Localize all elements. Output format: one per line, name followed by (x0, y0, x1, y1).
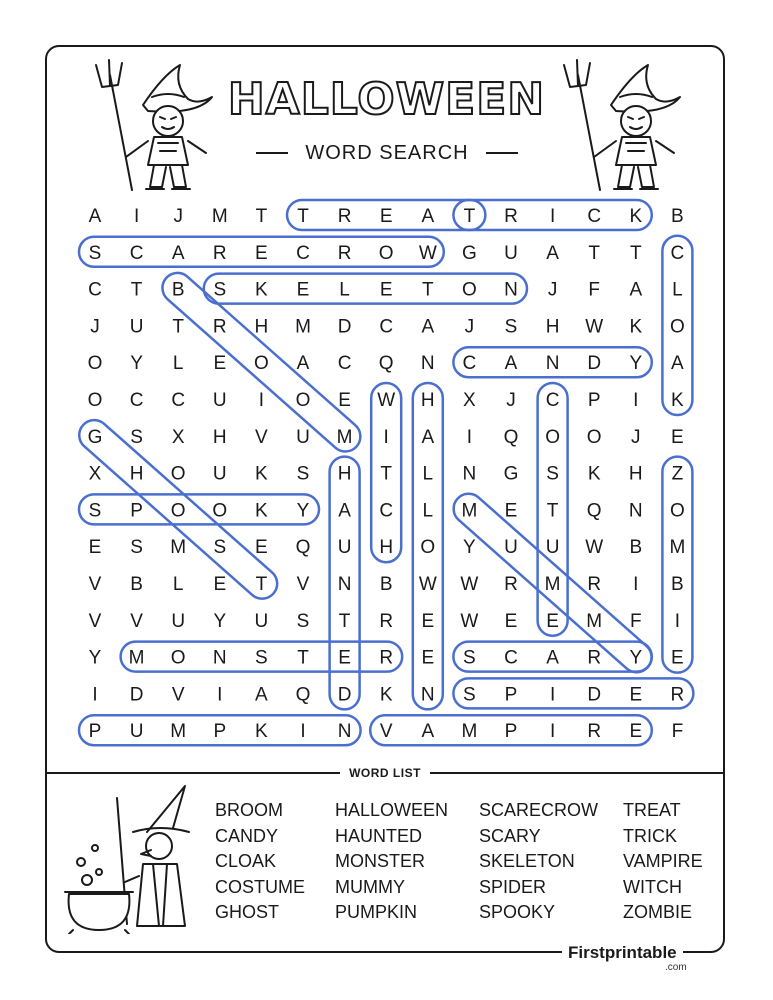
word-list-item: TREAT (623, 800, 681, 820)
grid-letter[interactable]: V (296, 574, 310, 595)
grid-letter[interactable]: R (212, 316, 227, 338)
grid-letter[interactable]: Y (629, 647, 643, 669)
grid-letter[interactable]: I (258, 390, 265, 411)
grid-letter[interactable]: M (170, 537, 187, 559)
grid-letter[interactable]: B (171, 279, 185, 301)
grid-letter[interactable]: L (422, 500, 434, 522)
grid-letter[interactable]: S (463, 684, 476, 706)
grid-letter[interactable]: U (171, 610, 186, 632)
grid-letter[interactable]: E (421, 610, 435, 632)
found-word-highlight (204, 274, 527, 304)
grid-letter[interactable]: E (88, 537, 102, 559)
grid-letter[interactable]: E (379, 279, 393, 301)
grid-letter[interactable]: K (587, 463, 601, 485)
grid-letter[interactable]: S (213, 537, 227, 559)
grid-letter[interactable]: B (130, 574, 143, 595)
grid-letter[interactable]: K (255, 279, 268, 301)
grid-letter[interactable]: I (549, 684, 556, 706)
grid-letter[interactable]: I (549, 206, 556, 227)
grid-letter[interactable]: A (546, 242, 559, 264)
grid-letter[interactable]: M (211, 206, 228, 227)
word-list-item: BROOM (215, 800, 284, 820)
grid-letter[interactable]: M (544, 574, 561, 595)
grid-letter[interactable]: E (504, 500, 518, 522)
grid-letter[interactable]: M (128, 647, 145, 669)
grid-letter[interactable]: P (504, 721, 518, 743)
grid-letter[interactable]: S (130, 426, 143, 448)
grid-letter[interactable]: N (420, 684, 435, 706)
grid-letter[interactable]: V (255, 426, 268, 448)
word-list-item: CANDY (215, 825, 279, 846)
grid-letter[interactable]: T (588, 242, 601, 264)
grid-letter[interactable]: R (379, 647, 394, 669)
grid-letter[interactable]: R (670, 684, 685, 706)
grid-letter[interactable]: Q (378, 353, 394, 375)
grid-letter[interactable]: N (504, 279, 518, 301)
grid-letter[interactable]: C (88, 279, 102, 301)
word-list-item: SCARY (479, 825, 541, 846)
grid-letter[interactable]: E (296, 279, 310, 301)
grid-letter[interactable]: E (421, 647, 435, 669)
grid-letter[interactable]: T (130, 279, 143, 301)
grid-letter[interactable]: A (88, 206, 102, 227)
grid-letter[interactable]: E (379, 206, 393, 227)
grid-letter[interactable]: T (338, 610, 351, 632)
word-list-item: COSTUME (215, 876, 305, 897)
word-list-item: SPIDER (479, 876, 547, 897)
grid-letter[interactable]: O (87, 390, 103, 411)
grid-letter[interactable]: I (633, 574, 639, 595)
found-word-highlight (453, 678, 693, 708)
grid-letter[interactable]: R (504, 206, 518, 227)
grid-letter[interactable]: M (336, 426, 353, 448)
word-list-item: CLOAK (215, 851, 277, 872)
grid-letter[interactable]: Y (213, 610, 227, 632)
grid-letter[interactable]: L (672, 279, 683, 301)
grid-letter[interactable]: C (587, 206, 602, 227)
grid-letter[interactable]: C (129, 242, 144, 264)
grid-letter[interactable]: V (171, 684, 185, 706)
grid-letter[interactable]: V (88, 574, 102, 595)
grid-letter[interactable]: I (549, 721, 556, 743)
grid-letter[interactable]: C (171, 390, 186, 411)
grid-letter[interactable]: E (213, 353, 227, 375)
grid-letter[interactable]: R (337, 242, 352, 264)
grid-letter[interactable]: D (129, 684, 144, 706)
word-list-item: HALLOWEEN (335, 800, 449, 820)
grid-letter[interactable]: O (254, 353, 269, 375)
grid-letter[interactable]: U (337, 537, 352, 559)
found-word-highlight (662, 457, 692, 673)
grid-letter[interactable]: W (460, 574, 479, 595)
grid-letter[interactable]: M (669, 537, 686, 559)
grid-letter[interactable]: A (338, 500, 351, 522)
grid-letter[interactable]: O (545, 426, 560, 448)
grid-letter[interactable]: S (88, 500, 102, 522)
grid-letter[interactable]: S (504, 316, 518, 338)
grid-letter[interactable]: U (296, 426, 310, 448)
grid-letter[interactable]: K (671, 390, 684, 411)
grid-letter[interactable]: S (255, 647, 268, 669)
grid-letter[interactable]: R (504, 574, 518, 595)
grid-letter[interactable]: Q (295, 537, 311, 559)
grid-letter[interactable]: J (506, 390, 516, 411)
grid-letter[interactable]: O (378, 242, 394, 264)
grid-letter[interactable]: A (171, 242, 185, 264)
grid-letter[interactable]: M (586, 610, 603, 632)
grid-letter[interactable]: C (129, 390, 144, 411)
grid-letter[interactable]: D (337, 684, 352, 706)
grid-letter[interactable]: A (421, 316, 435, 338)
grid-letter[interactable]: O (420, 537, 436, 559)
grid-letter[interactable]: T (463, 206, 476, 227)
brand-domain: .com (665, 962, 687, 973)
grid-letter[interactable]: Q (295, 684, 311, 706)
grid-letter[interactable]: T (629, 242, 642, 264)
word-list-item: MUMMY (335, 876, 405, 897)
grid-letter[interactable]: W (418, 574, 437, 595)
grid-letter[interactable]: I (92, 684, 98, 706)
grid-letter[interactable]: O (87, 353, 103, 375)
grid-letter[interactable]: J (547, 279, 558, 301)
grid-letter[interactable]: E (629, 684, 643, 706)
grid-letter[interactable]: Y (130, 353, 143, 375)
grid-letter[interactable]: U (254, 610, 269, 632)
grid-letter[interactable]: I (133, 206, 140, 227)
grid-letter[interactable]: H (379, 537, 394, 559)
grid-letter[interactable]: T (297, 647, 309, 669)
grid-letter[interactable]: E (338, 390, 351, 411)
grid-letter[interactable]: A (629, 279, 643, 301)
grid-letter[interactable]: B (379, 574, 393, 595)
grid-letter[interactable]: H (420, 390, 435, 411)
grid-letter[interactable]: P (88, 721, 102, 743)
brand-name: Firstprintable (562, 943, 683, 963)
grid-letter[interactable]: A (421, 721, 435, 743)
grid-letter[interactable]: X (463, 390, 476, 411)
grid-letter[interactable]: S (546, 463, 559, 485)
grid-letter[interactable]: M (295, 316, 311, 338)
word-list-column (623, 798, 703, 926)
grid-letter[interactable]: K (255, 463, 268, 485)
grid-letter[interactable]: H (545, 316, 560, 338)
grid-letter[interactable]: W (585, 537, 604, 559)
grid-letter[interactable]: N (337, 721, 352, 743)
grid-letter[interactable]: G (503, 463, 519, 485)
word-list-label: WORD LIST (340, 764, 430, 782)
grid-letter[interactable]: N (628, 500, 643, 522)
grid-letter[interactable]: E (504, 610, 518, 632)
grid-letter[interactable]: I (633, 390, 639, 411)
grid-letter[interactable]: R (212, 242, 227, 264)
grid-letter[interactable]: F (629, 610, 642, 632)
grid-letter[interactable]: S (213, 279, 227, 301)
grid-letter[interactable]: Y (629, 353, 643, 375)
grid-letter[interactable]: K (629, 316, 643, 338)
grid-letter[interactable]: E (629, 721, 643, 743)
grid-letter[interactable]: X (171, 426, 185, 448)
grid-letter[interactable]: E (255, 242, 268, 264)
grid-letter[interactable]: S (130, 537, 143, 559)
grid-letter[interactable]: Z (671, 463, 684, 485)
grid-letter[interactable]: P (504, 684, 518, 706)
grid-letter[interactable]: U (504, 242, 518, 264)
witch-with-cauldron-icon (55, 784, 205, 934)
grid-letter[interactable]: B (671, 574, 684, 595)
grid-letter[interactable]: I (300, 721, 306, 743)
grid-letter[interactable]: O (170, 463, 186, 485)
grid-letter[interactable]: M (461, 500, 478, 522)
grid-letter[interactable]: W (418, 242, 437, 264)
grid-letter[interactable]: J (90, 316, 100, 338)
grid-letter[interactable]: U (545, 537, 560, 559)
word-list-column (335, 798, 448, 926)
grid-letter[interactable]: C (379, 500, 394, 522)
word-list (215, 798, 715, 928)
grid-letter[interactable]: O (170, 647, 186, 669)
word-list-item: SCARECROW (479, 800, 599, 820)
grid-letter[interactable]: I (466, 426, 473, 448)
grid-letter[interactable]: A (296, 353, 310, 375)
grid-letter[interactable]: N (462, 463, 477, 485)
grid-letter[interactable]: T (172, 316, 185, 338)
grid-letter[interactable]: E (338, 647, 351, 669)
grid-letter[interactable]: H (129, 463, 144, 485)
grid-letter[interactable]: D (587, 684, 602, 706)
grid-letter[interactable]: S (463, 647, 476, 669)
grid-letter[interactable]: C (504, 647, 518, 669)
grid-letter[interactable]: O (462, 279, 477, 301)
grid-letter[interactable]: K (379, 684, 393, 706)
word-list-item: PUMPKIN (335, 902, 418, 923)
grid-letter[interactable]: N (212, 647, 227, 669)
grid-letter[interactable]: W (585, 316, 604, 338)
grid-letter[interactable]: K (255, 721, 268, 743)
grid-letter[interactable]: C (545, 390, 560, 411)
grid-letter[interactable]: X (88, 463, 102, 485)
grid-letter[interactable]: A (546, 647, 559, 669)
word-list-item: SPOOKY (479, 902, 556, 923)
grid-letter[interactable]: R (587, 721, 602, 743)
grid-letter[interactable]: F (588, 279, 601, 301)
grid-letter[interactable]: S (296, 610, 310, 632)
grid-letter[interactable]: J (631, 426, 641, 448)
word-list-item: VAMPIRE (623, 851, 703, 872)
grid-letter[interactable]: T (380, 463, 393, 485)
grid-letter[interactable]: J (464, 316, 475, 338)
word-list-column (479, 798, 598, 926)
grid-letter[interactable]: R (587, 647, 602, 669)
grid-letter[interactable]: H (212, 426, 227, 448)
grid-letter[interactable]: V (379, 721, 393, 743)
grid-letter[interactable]: E (255, 537, 268, 559)
grid-letter[interactable]: T (297, 206, 309, 227)
grid-letter[interactable]: W (460, 610, 479, 632)
grid-letter[interactable]: J (173, 206, 183, 227)
grid-letter[interactable]: D (337, 316, 352, 338)
grid-letter[interactable]: N (545, 353, 560, 375)
grid-letter[interactable]: C (296, 242, 310, 264)
grid-letter[interactable]: M (461, 721, 478, 743)
grid-letter[interactable]: A (671, 353, 684, 375)
grid-letter[interactable]: P (213, 721, 227, 743)
grid-letter[interactable]: T (255, 574, 268, 595)
grid-letter[interactable]: U (504, 537, 518, 559)
grid-letter[interactable]: C (670, 242, 685, 264)
grid-letter[interactable]: V (88, 610, 102, 632)
grid-letter[interactable]: L (172, 574, 184, 595)
grid-letter[interactable]: E (213, 574, 227, 595)
grid-letter[interactable]: T (546, 500, 559, 522)
grid-letter[interactable]: O (670, 316, 685, 338)
grid-letter[interactable]: C (462, 353, 477, 375)
grid-letter[interactable]: I (674, 610, 681, 632)
grid-letter[interactable]: E (671, 426, 684, 448)
word-list-item: HAUNTED (335, 825, 423, 846)
grid-letter[interactable]: E (546, 610, 559, 632)
grid-letter[interactable]: K (629, 206, 643, 227)
grid-letter[interactable]: B (629, 537, 643, 559)
grid-letter[interactable]: V (130, 610, 143, 632)
grid-letter[interactable]: R (587, 574, 602, 595)
word-list-column (215, 798, 305, 926)
grid-letter[interactable]: L (172, 353, 184, 375)
grid-letter[interactable]: P (587, 390, 601, 411)
grid-letter[interactable]: U (129, 721, 144, 743)
word-list-item: TRICK (623, 825, 677, 846)
grid-letter[interactable]: U (212, 390, 227, 411)
grid-letter[interactable]: H (337, 463, 352, 485)
grid-letter[interactable]: P (130, 500, 143, 522)
grid-letter[interactable]: G (87, 426, 103, 448)
grid-letter[interactable]: Q (503, 426, 519, 448)
word-list-item: WITCH (623, 876, 682, 897)
grid-letter[interactable]: L (339, 279, 350, 301)
page-title: HALLOWEEN (227, 74, 546, 125)
grid-letter[interactable]: K (255, 500, 268, 522)
grid-letter[interactable]: F (671, 721, 684, 743)
grid-letter[interactable]: O (212, 500, 228, 522)
grid-letter[interactable]: A (255, 684, 268, 706)
word-list-item: GHOST (215, 902, 280, 923)
grid-letter[interactable]: C (337, 353, 352, 375)
grid-letter[interactable]: Y (296, 500, 310, 522)
grid-letter[interactable]: Q (586, 500, 602, 522)
grid-letter[interactable]: S (88, 242, 102, 264)
grid-letter[interactable]: O (670, 500, 685, 522)
grid-letter[interactable]: O (295, 390, 311, 411)
grid-letter[interactable]: Y (463, 537, 476, 559)
grid-letter[interactable]: N (420, 353, 435, 375)
grid-letter[interactable]: N (337, 574, 352, 595)
page-subtitle: WORD SEARCH (305, 141, 469, 164)
grid-letter[interactable]: D (587, 353, 602, 375)
grid-letter[interactable]: R (379, 610, 394, 632)
word-list-item: ZOMBIE (623, 902, 693, 923)
grid-letter[interactable]: U (212, 463, 227, 485)
grid-letter[interactable]: L (422, 463, 434, 485)
grid-letter[interactable]: T (255, 206, 268, 227)
word-list-item: SKELETON (479, 851, 575, 872)
grid-letter[interactable]: M (170, 721, 187, 743)
grid-letter[interactable]: A (504, 353, 518, 375)
grid-letter[interactable]: T (421, 279, 434, 301)
grid-letter[interactable]: W (377, 390, 396, 411)
grid-letter[interactable]: S (296, 463, 310, 485)
grid-letter[interactable]: O (586, 426, 602, 448)
grid-letter[interactable]: B (671, 206, 684, 227)
grid-letter[interactable]: A (421, 426, 435, 448)
grid-letter[interactable]: I (383, 426, 389, 448)
grid-letter[interactable]: H (628, 463, 643, 485)
grid-letter[interactable]: U (129, 316, 144, 338)
word-list-item: MONSTER (335, 851, 425, 872)
grid-letter[interactable]: G (462, 242, 477, 264)
grid-letter[interactable]: I (217, 684, 223, 706)
grid-letter[interactable]: E (671, 647, 684, 669)
grid-letter[interactable]: Y (88, 647, 102, 669)
grid-letter[interactable]: H (254, 316, 269, 338)
grid-letter[interactable]: R (337, 206, 352, 227)
grid-letter[interactable]: A (421, 206, 435, 227)
grid-letter[interactable]: O (170, 500, 186, 522)
grid-letter[interactable]: C (379, 316, 394, 338)
